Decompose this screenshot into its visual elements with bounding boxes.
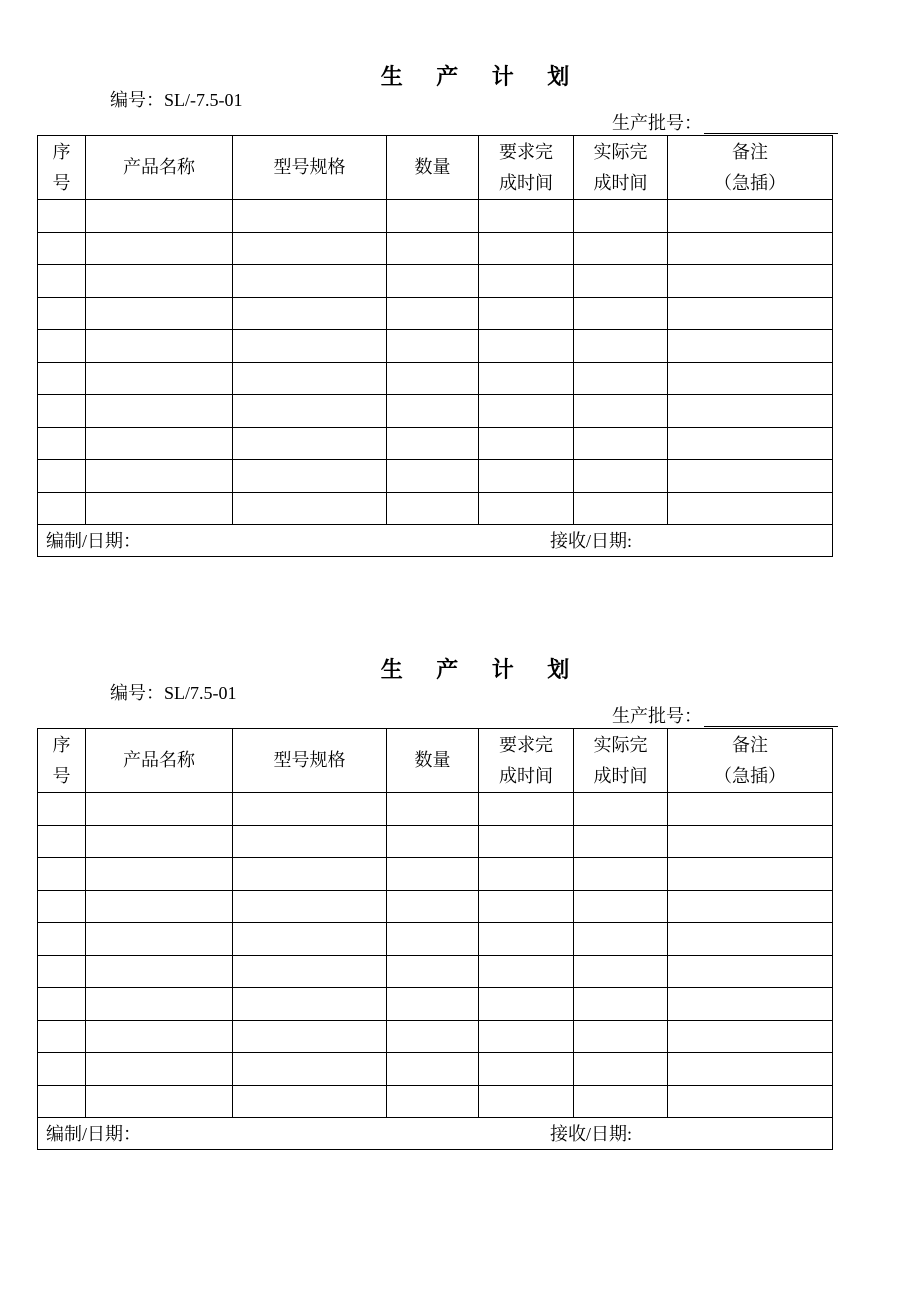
cell-required-time[interactable]	[479, 923, 574, 956]
cell-model-spec[interactable]	[233, 330, 387, 363]
cell-required-time[interactable]	[479, 1020, 574, 1053]
cell-seq[interactable]	[38, 825, 86, 858]
cell-seq[interactable]	[38, 1053, 86, 1086]
cell-actual-time[interactable]	[574, 460, 668, 493]
table-row	[38, 330, 833, 363]
cell-remarks[interactable]	[668, 265, 833, 298]
cell-product-name[interactable]	[86, 232, 233, 265]
col-header-required-time: 要求完 成时间	[479, 136, 574, 200]
cell-quantity[interactable]	[387, 988, 479, 1021]
cell-actual-time[interactable]	[574, 1020, 668, 1053]
document-number: 编号：SL/7.5-01	[110, 683, 237, 703]
table-row	[38, 988, 833, 1021]
cell-actual-time[interactable]	[574, 988, 668, 1021]
cell-seq[interactable]	[38, 232, 86, 265]
cell-remarks[interactable]	[668, 955, 833, 988]
batch-number-line	[612, 112, 838, 134]
cell-model-spec[interactable]	[233, 460, 387, 493]
cell-required-time[interactable]	[479, 460, 574, 493]
batch-number-label: 生产批号：	[612, 113, 702, 133]
cell-quantity[interactable]	[387, 1085, 479, 1118]
cell-model-spec[interactable]	[233, 890, 387, 923]
cell-quantity[interactable]	[387, 200, 479, 233]
cell-seq[interactable]	[38, 858, 86, 891]
cell-required-time[interactable]	[479, 427, 574, 460]
table-row	[38, 1085, 833, 1118]
cell-product-name[interactable]	[86, 492, 233, 525]
cell-actual-time[interactable]	[574, 427, 668, 460]
cell-remarks[interactable]	[668, 923, 833, 956]
cell-product-name[interactable]	[86, 858, 233, 891]
cell-required-time[interactable]	[479, 955, 574, 988]
cell-product-name[interactable]	[86, 988, 233, 1021]
form-title: 生 产 计 划	[380, 657, 584, 682]
cell-quantity[interactable]	[387, 427, 479, 460]
document-number: 编号：SL/-7.5-01	[110, 90, 243, 110]
cell-actual-time[interactable]	[574, 890, 668, 923]
col-header-remarks: 备注 （急插）	[668, 136, 833, 200]
cell-remarks[interactable]	[668, 395, 833, 428]
table-row	[38, 492, 833, 525]
cell-product-name[interactable]	[86, 427, 233, 460]
cell-required-time[interactable]	[479, 858, 574, 891]
cell-actual-time[interactable]	[574, 200, 668, 233]
cell-model-spec[interactable]	[233, 825, 387, 858]
cell-required-time[interactable]	[479, 297, 574, 330]
cell-quantity[interactable]	[387, 825, 479, 858]
batch-number-line	[612, 705, 838, 727]
cell-actual-time[interactable]	[574, 362, 668, 395]
cell-model-spec[interactable]	[233, 427, 387, 460]
col-header-model-spec: 型号规格	[233, 729, 387, 793]
table-row	[38, 955, 833, 988]
cell-seq[interactable]	[38, 427, 86, 460]
cell-quantity[interactable]	[387, 492, 479, 525]
cell-seq[interactable]	[38, 297, 86, 330]
cell-quantity[interactable]	[387, 858, 479, 891]
table-row	[38, 395, 833, 428]
table-row	[38, 362, 833, 395]
cell-actual-time[interactable]	[574, 955, 668, 988]
cell-remarks[interactable]	[668, 1053, 833, 1086]
cell-quantity[interactable]	[387, 362, 479, 395]
cell-quantity[interactable]	[387, 232, 479, 265]
cell-actual-time[interactable]	[574, 330, 668, 363]
batch-number-blank[interactable]	[704, 708, 838, 727]
cell-actual-time[interactable]	[574, 232, 668, 265]
cell-actual-time[interactable]	[574, 297, 668, 330]
cell-product-name[interactable]	[86, 265, 233, 298]
signature-cell[interactable]	[38, 1118, 833, 1150]
cell-required-time[interactable]	[479, 825, 574, 858]
cell-seq[interactable]	[38, 395, 86, 428]
cell-model-spec[interactable]	[233, 988, 387, 1021]
received-by-date-label: 接收/日期:	[550, 531, 633, 551]
cell-model-spec[interactable]	[233, 1053, 387, 1086]
cell-seq[interactable]	[38, 1020, 86, 1053]
cell-seq[interactable]	[38, 200, 86, 233]
cell-required-time[interactable]	[479, 492, 574, 525]
cell-seq[interactable]	[38, 460, 86, 493]
cell-actual-time[interactable]	[574, 793, 668, 826]
cell-remarks[interactable]	[668, 1085, 833, 1118]
cell-product-name[interactable]	[86, 395, 233, 428]
cell-remarks[interactable]	[668, 330, 833, 363]
table-footer-row	[38, 1118, 833, 1150]
cell-quantity[interactable]	[387, 955, 479, 988]
table-row	[38, 1020, 833, 1053]
cell-quantity[interactable]	[387, 923, 479, 956]
cell-remarks[interactable]	[668, 858, 833, 891]
cell-actual-time[interactable]	[574, 858, 668, 891]
cell-model-spec[interactable]	[233, 362, 387, 395]
table-row	[38, 297, 833, 330]
cell-product-name[interactable]	[86, 793, 233, 826]
cell-required-time[interactable]	[479, 1053, 574, 1086]
cell-required-time[interactable]	[479, 362, 574, 395]
cell-model-spec[interactable]	[233, 858, 387, 891]
cell-model-spec[interactable]	[233, 232, 387, 265]
cell-actual-time[interactable]	[574, 492, 668, 525]
production-plan-table	[37, 135, 833, 557]
cell-remarks[interactable]	[668, 362, 833, 395]
table-row	[38, 460, 833, 493]
cell-product-name[interactable]	[86, 1085, 233, 1118]
cell-required-time[interactable]	[479, 793, 574, 826]
cell-product-name[interactable]	[86, 362, 233, 395]
cell-remarks[interactable]	[668, 460, 833, 493]
cell-seq[interactable]	[38, 362, 86, 395]
cell-product-name[interactable]	[86, 1020, 233, 1053]
col-header-product-name: 产品名称	[86, 136, 233, 200]
table-header-row	[38, 729, 833, 793]
cell-model-spec[interactable]	[233, 955, 387, 988]
cell-model-spec[interactable]	[233, 200, 387, 233]
cell-product-name[interactable]	[86, 460, 233, 493]
received-by-date-label: 接收/日期:	[550, 1124, 633, 1144]
cell-actual-time[interactable]	[574, 825, 668, 858]
cell-remarks[interactable]	[668, 297, 833, 330]
cell-model-spec[interactable]	[233, 297, 387, 330]
cell-actual-time[interactable]	[574, 395, 668, 428]
cell-seq[interactable]	[38, 492, 86, 525]
cell-required-time[interactable]	[479, 395, 574, 428]
cell-seq[interactable]	[38, 988, 86, 1021]
cell-quantity[interactable]	[387, 1053, 479, 1086]
form-title: 生 产 计 划	[380, 64, 584, 89]
cell-remarks[interactable]	[668, 427, 833, 460]
cell-required-time[interactable]	[479, 265, 574, 298]
production-plan-table	[37, 728, 833, 1150]
col-header-remarks: 备注 （急插）	[668, 729, 833, 793]
cell-seq[interactable]	[38, 890, 86, 923]
cell-actual-time[interactable]	[574, 1085, 668, 1118]
batch-number-blank[interactable]	[704, 115, 838, 134]
cell-model-spec[interactable]	[233, 923, 387, 956]
cell-required-time[interactable]	[479, 1085, 574, 1118]
cell-remarks[interactable]	[668, 988, 833, 1021]
cell-seq[interactable]	[38, 1085, 86, 1118]
cell-quantity[interactable]	[387, 460, 479, 493]
cell-model-spec[interactable]	[233, 395, 387, 428]
cell-quantity[interactable]	[387, 395, 479, 428]
cell-seq[interactable]	[38, 955, 86, 988]
cell-remarks[interactable]	[668, 890, 833, 923]
table-header-row	[38, 136, 833, 200]
cell-product-name[interactable]	[86, 330, 233, 363]
col-header-seq: 序 号	[38, 729, 86, 793]
cell-model-spec[interactable]	[233, 1085, 387, 1118]
cell-quantity[interactable]	[387, 890, 479, 923]
signature-cell[interactable]	[38, 525, 833, 557]
cell-product-name[interactable]	[86, 955, 233, 988]
cell-remarks[interactable]	[668, 200, 833, 233]
cell-required-time[interactable]	[479, 232, 574, 265]
table-row	[38, 1053, 833, 1086]
col-header-actual-time: 实际完 成时间	[574, 729, 668, 793]
col-header-quantity: 数量	[387, 136, 479, 200]
col-header-quantity: 数量	[387, 729, 479, 793]
table-row	[38, 923, 833, 956]
col-header-product-name: 产品名称	[86, 729, 233, 793]
col-header-actual-time: 实际完 成时间	[574, 136, 668, 200]
cell-seq[interactable]	[38, 330, 86, 363]
cell-remarks[interactable]	[668, 793, 833, 826]
col-header-seq: 序 号	[38, 136, 86, 200]
cell-model-spec[interactable]	[233, 492, 387, 525]
cell-seq[interactable]	[38, 793, 86, 826]
table-row	[38, 793, 833, 826]
table-row	[38, 265, 833, 298]
cell-model-spec[interactable]	[233, 1020, 387, 1053]
cell-quantity[interactable]	[387, 330, 479, 363]
cell-actual-time[interactable]	[574, 923, 668, 956]
cell-product-name[interactable]	[86, 200, 233, 233]
cell-remarks[interactable]	[668, 1020, 833, 1053]
cell-actual-time[interactable]	[574, 1053, 668, 1086]
cell-required-time[interactable]	[479, 200, 574, 233]
table-row	[38, 427, 833, 460]
prepared-by-date-label: 编制/日期：	[46, 1124, 142, 1144]
cell-required-time[interactable]	[479, 330, 574, 363]
cell-quantity[interactable]	[387, 1020, 479, 1053]
cell-product-name[interactable]	[86, 1053, 233, 1086]
col-header-model-spec: 型号规格	[233, 136, 387, 200]
table-row	[38, 890, 833, 923]
cell-remarks[interactable]	[668, 825, 833, 858]
cell-product-name[interactable]	[86, 890, 233, 923]
cell-quantity[interactable]	[387, 265, 479, 298]
table-row	[38, 232, 833, 265]
cell-required-time[interactable]	[479, 890, 574, 923]
table-footer-row	[38, 525, 833, 557]
cell-quantity[interactable]	[387, 793, 479, 826]
cell-actual-time[interactable]	[574, 265, 668, 298]
prepared-by-date-label: 编制/日期：	[46, 531, 142, 551]
cell-product-name[interactable]	[86, 825, 233, 858]
table-row	[38, 200, 833, 233]
cell-required-time[interactable]	[479, 988, 574, 1021]
cell-product-name[interactable]	[86, 297, 233, 330]
cell-remarks[interactable]	[668, 232, 833, 265]
table-row	[38, 825, 833, 858]
table-row	[38, 858, 833, 891]
batch-number-label: 生产批号：	[612, 706, 702, 726]
cell-product-name[interactable]	[86, 923, 233, 956]
cell-model-spec[interactable]	[233, 793, 387, 826]
cell-remarks[interactable]	[668, 492, 833, 525]
cell-quantity[interactable]	[387, 297, 479, 330]
col-header-required-time: 要求完 成时间	[479, 729, 574, 793]
cell-seq[interactable]	[38, 923, 86, 956]
cell-seq[interactable]	[38, 265, 86, 298]
cell-model-spec[interactable]	[233, 265, 387, 298]
